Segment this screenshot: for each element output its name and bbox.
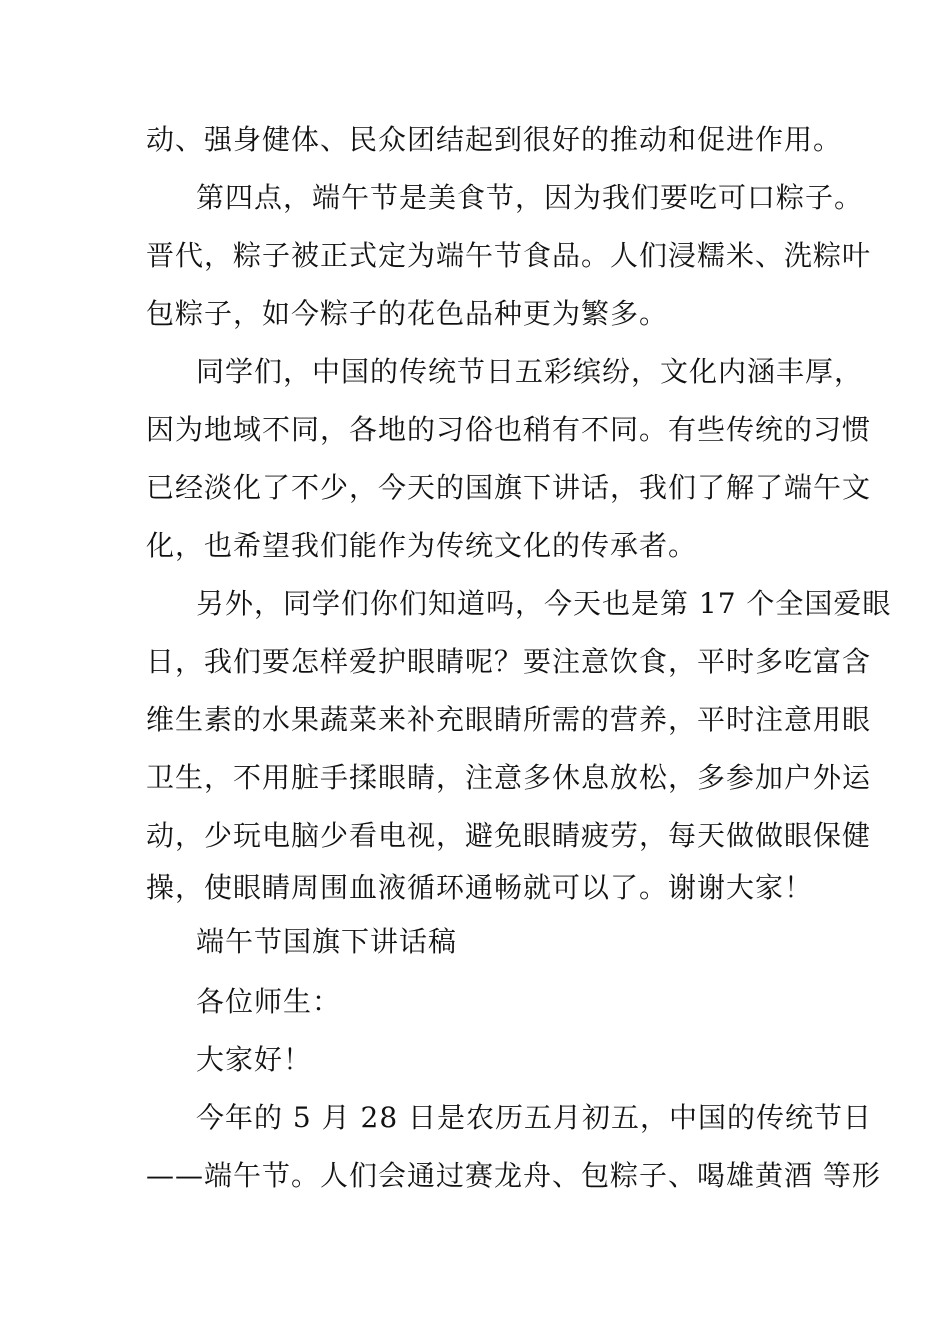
paragraph-line: 操，使眼睛周围血液循环通畅就可以了。谢谢大家！ bbox=[146, 871, 814, 904]
paragraph-line: 包粽子，如今粽子的花色品种更为繁多。 bbox=[146, 297, 669, 330]
paragraph-line: ——端午节。人们会通过赛龙舟、包粽子、喝雄黄酒 等形 bbox=[146, 1159, 881, 1192]
salutation: 各位师生： bbox=[196, 985, 342, 1018]
paragraph-line: 晋代，粽子被正式定为端午节食品。人们浸糯米、洗粽叶 bbox=[146, 239, 872, 272]
paragraph-line: 化，也希望我们能作为传统文化的传承者。 bbox=[146, 529, 698, 562]
paragraph-line: 第四点，端午节是美食节，因为我们要吃可口粽子。 bbox=[196, 181, 864, 214]
paragraph-line: 维生素的水果蔬菜来补充眼睛所需的营养，平时注意用眼 bbox=[146, 703, 872, 736]
paragraph-line: 动，少玩电脑少看电视，避免眼睛疲劳，每天做做眼保健 bbox=[146, 819, 872, 852]
paragraph-line: 同学们，中国的传统节日五彩缤纷，文化内涵丰厚， bbox=[196, 355, 864, 388]
paragraph-line: 已经淡化了不少，今天的国旗下讲话，我们了解了端午文 bbox=[146, 471, 872, 504]
paragraph-line: 动、强身健体、民众团结起到很好的推动和促进作用。 bbox=[146, 123, 843, 156]
paragraph-line: 另外，同学们你们知道吗，今天也是第 17 个全国爱眼 bbox=[196, 587, 892, 620]
paragraph-line: 因为地域不同，各地的习俗也稍有不同。有些传统的习惯 bbox=[146, 413, 872, 446]
greeting: 大家好！ bbox=[196, 1043, 313, 1076]
paragraph-line: 今年的 5 月 28 日是农历五月初五，中国的传统节日 bbox=[196, 1101, 873, 1134]
paragraph-line: 卫生，不用脏手揉眼睛，注意多休息放松，多参加户外运 bbox=[146, 761, 872, 794]
section-title: 端午节国旗下讲话稿 bbox=[196, 925, 458, 958]
paragraph-line: 日，我们要怎样爱护眼睛呢？要注意饮食，平时多吃富含 bbox=[146, 645, 872, 678]
